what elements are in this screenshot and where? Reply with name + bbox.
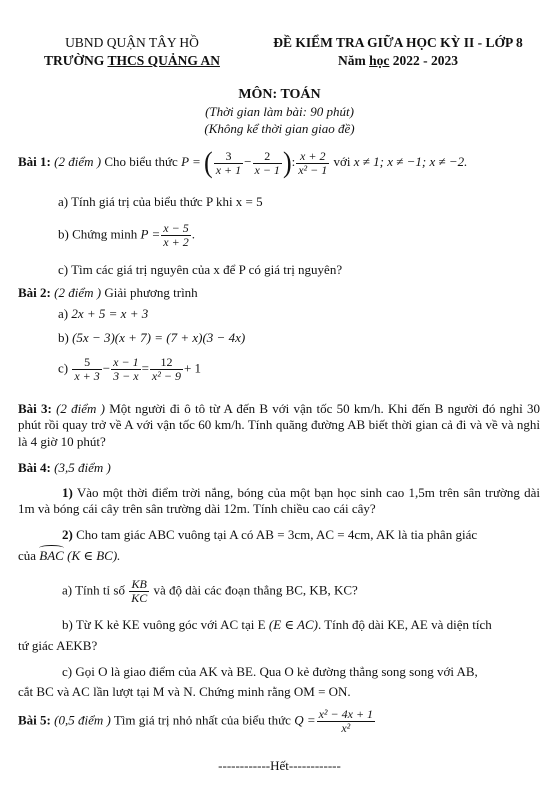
bai4-part-1	[18, 485, 540, 518]
bai5-q-symbol: Q =	[294, 712, 316, 728]
bai2-statement: Bài 2: (2 điểm ) Giải phương trình	[18, 285, 198, 300]
bai1-statement: Bài 1: (2 điểm ) Cho biểu thức P = ( $\frac{3}{x + 1}$ − $\frac{2}{x - 1}$ ): $\frac{x + 2}{\text{x² − 1}}$ với x ≠ 1; x ≠ −1; x ≠ −2.	[18, 145, 468, 180]
bai4-part-2c-cont: cắt BC và AC lần lượt tại M và N. Chứng minh rằng OM = ON.	[18, 684, 351, 699]
bai3-points: (2 điểm )	[56, 401, 105, 416]
bai2-b-equation: (5x − 3)(x + 7) = (7 + x)(3 − 4x)	[72, 330, 246, 345]
bai2-label: Bài 2	[18, 285, 47, 300]
year-value: 2022 - 2023	[389, 53, 458, 68]
year-prefix: Năm	[338, 53, 370, 68]
bai1-intro: Cho biểu thức	[104, 154, 178, 170]
bai5-label: Bài 5	[18, 712, 47, 728]
bai4-b-tail: . Tính độ dài KE, AE và diện tích	[317, 617, 492, 632]
bai1-condition: x ≠ 1; x ≠ −1; x ≠ −2.	[353, 154, 468, 170]
bai2-points: (2 điểm )	[54, 285, 102, 300]
bai4-part-2a	[62, 578, 358, 605]
bai4-points: (3,5 điểm )	[54, 460, 111, 475]
year-word: học	[369, 53, 390, 68]
bai2-part-a: a) 2x + 5 = x + 3	[58, 306, 149, 321]
bai2-part-b: b) (5x − 3)(x + 7) = (7 + x)(3 − 4x)	[58, 330, 246, 345]
bai1-frac-1: $\frac{3}{x + 1}$	[215, 148, 242, 177]
bai3-statement: Bài 3: (2 điểm ) Một người đi ô tô từ A đến B với vận tốc 50 km/h. Khi đến B người đó nghỉ 30 phút rồi quay trở về A với vận tốc 60 km/h. Tính quãng đường AB biết thời gian cả đi và về và nghỉ là 4 giờ 10 phút?	[18, 401, 540, 449]
bai3-text: Một người đi ô tô từ A đến B với vận tốc 50 km/h. Khi đến B người đó nghỉ 30 phút rồi quay trở về A với vận tốc 60 km/h. Tính quãng đường AB biết thời gian cả đi và về và nghỉ là 4 giờ 10 phút?	[18, 401, 540, 449]
bai3-label: Bài 3	[18, 401, 48, 416]
header-right	[248, 34, 548, 70]
bai1-points: (2 điểm )	[54, 154, 102, 170]
bai2-part-c: c) $\frac{5}{x + 3}$ − $\frac{x - 1}{3 - x}$ = $\frac{12}{\text{x² − 9}}$ + 1	[58, 355, 202, 383]
bai1-part-b: b) Chứng minh P = $\frac{x - 5}{x + 2}$ .	[58, 221, 195, 249]
school-name	[22, 52, 242, 70]
school-year	[248, 52, 548, 70]
bai5-text: Tìm giá trị nhỏ nhất của biểu thức	[113, 712, 291, 728]
bai2-c-frac-1: $\frac{5}{x + 3}$	[74, 355, 100, 383]
bai4-p2-tail: (K ∈ BC).	[67, 548, 121, 563]
bai4-p2-text: Cho tam giác ABC vuông tại A có AB = 3cm, AC = 4cm, AK là tia phân giác	[76, 527, 478, 542]
bai4-p1-text: Vào một thời điểm trời nắng, bóng của một bạn học sinh cao 1,5m trên sân trường dài 1m và bóng cái cây trên sân trường dài 12m. Tính chiều cao cái cây?	[18, 485, 540, 517]
bai1-b-text: b) Chứng minh	[58, 226, 138, 242]
angle-bac: BAC	[39, 548, 64, 563]
bai1-p-symbol: P =	[181, 154, 201, 170]
bai4-a-tail: và độ dài các đoạn thẳng BC, KB, KC?	[153, 582, 358, 598]
bai4-part-2	[62, 527, 477, 543]
bai4-part-2b	[62, 617, 492, 633]
bai4-label: Bài 4	[18, 460, 47, 475]
bai1-part-a: a) Tính giá trị của biểu thức P khi x = 5	[58, 194, 263, 209]
bai4-b-cond: (E ∈ AC)	[268, 617, 318, 632]
bai1-b-frac: $\frac{x - 5}{x + 2}$	[163, 221, 189, 249]
bai4-part-2-cont: của BAC (K ∈ BC).	[18, 548, 121, 563]
header-left	[22, 34, 242, 70]
school-name-underlined: THCS QUẢNG AN	[107, 53, 220, 68]
bai4-statement: Bài 4: (3,5 điểm )	[18, 460, 111, 475]
bai2-a-equation: 2x + 5 = x + 3	[71, 306, 149, 321]
exam-duration: (Thời gian làm bài: 90 phút)	[205, 104, 354, 119]
bai4-part-2b-cont: tứ giác AEKB?	[18, 638, 98, 653]
bai4-part-2c: c) Gọi O là giao điểm của AK và BE. Qua O kẻ đường thẳng song song với AB,	[62, 664, 478, 679]
bai1-frac-3: $\frac{x + 2}{\text{x² − 1}}$	[298, 148, 328, 177]
subject-title: MÔN: TOÁN	[238, 87, 321, 102]
bai2-c-frac-2: $\frac{x - 1}{3 - x}$	[113, 355, 139, 383]
exam-title: ĐỀ KIỂM TRA GIỮA HỌC KỲ II - LỚP 8	[273, 35, 523, 50]
bai1-frac-2: $\frac{2}{x - 1}$	[254, 148, 280, 177]
school-prefix: TRƯỜNG	[44, 53, 108, 68]
bai4-p1-label: 1)	[62, 485, 73, 500]
bai4-a-frac: $\frac{KB}{KC}$	[131, 577, 148, 605]
bai4-a-text: a) Tính tỉ số	[62, 582, 125, 598]
district-name: UBND QUẬN TÂY HỒ	[65, 35, 199, 50]
bai2-c-frac-3: $\frac{12}{\text{x² − 9}}$	[151, 355, 181, 383]
bai1-b-p: P =	[140, 226, 161, 242]
bai5-points: (0,5 điểm )	[54, 712, 111, 728]
bai4-b-text: b) Từ K kẻ KE vuông góc với AC tại E	[62, 617, 266, 632]
bai1-part-c: c) Tìm các giá trị nguyên của x để P có giá trị nguyên?	[58, 262, 343, 277]
exam-duration-note: (Không kể thời gian giao đề)	[204, 121, 355, 136]
bai4-p2-label: 2)	[62, 527, 73, 542]
bai5-statement: Bài 5: (0,5 điểm ) Tìm giá trị nhỏ nhất của biểu thức Q = $\frac{\text{x² − 4x + 1}}{\text{x²}}$	[18, 707, 374, 735]
bai2-intro: Giải phương trình	[104, 285, 198, 300]
bai1-label: Bài 1	[18, 154, 47, 170]
bai5-frac: $\frac{\text{x² − 4x + 1}}{\text{x²}}$	[318, 707, 374, 735]
end-marker: ------------Hết------------	[218, 758, 341, 773]
bai1-cond-word: với	[333, 154, 351, 170]
